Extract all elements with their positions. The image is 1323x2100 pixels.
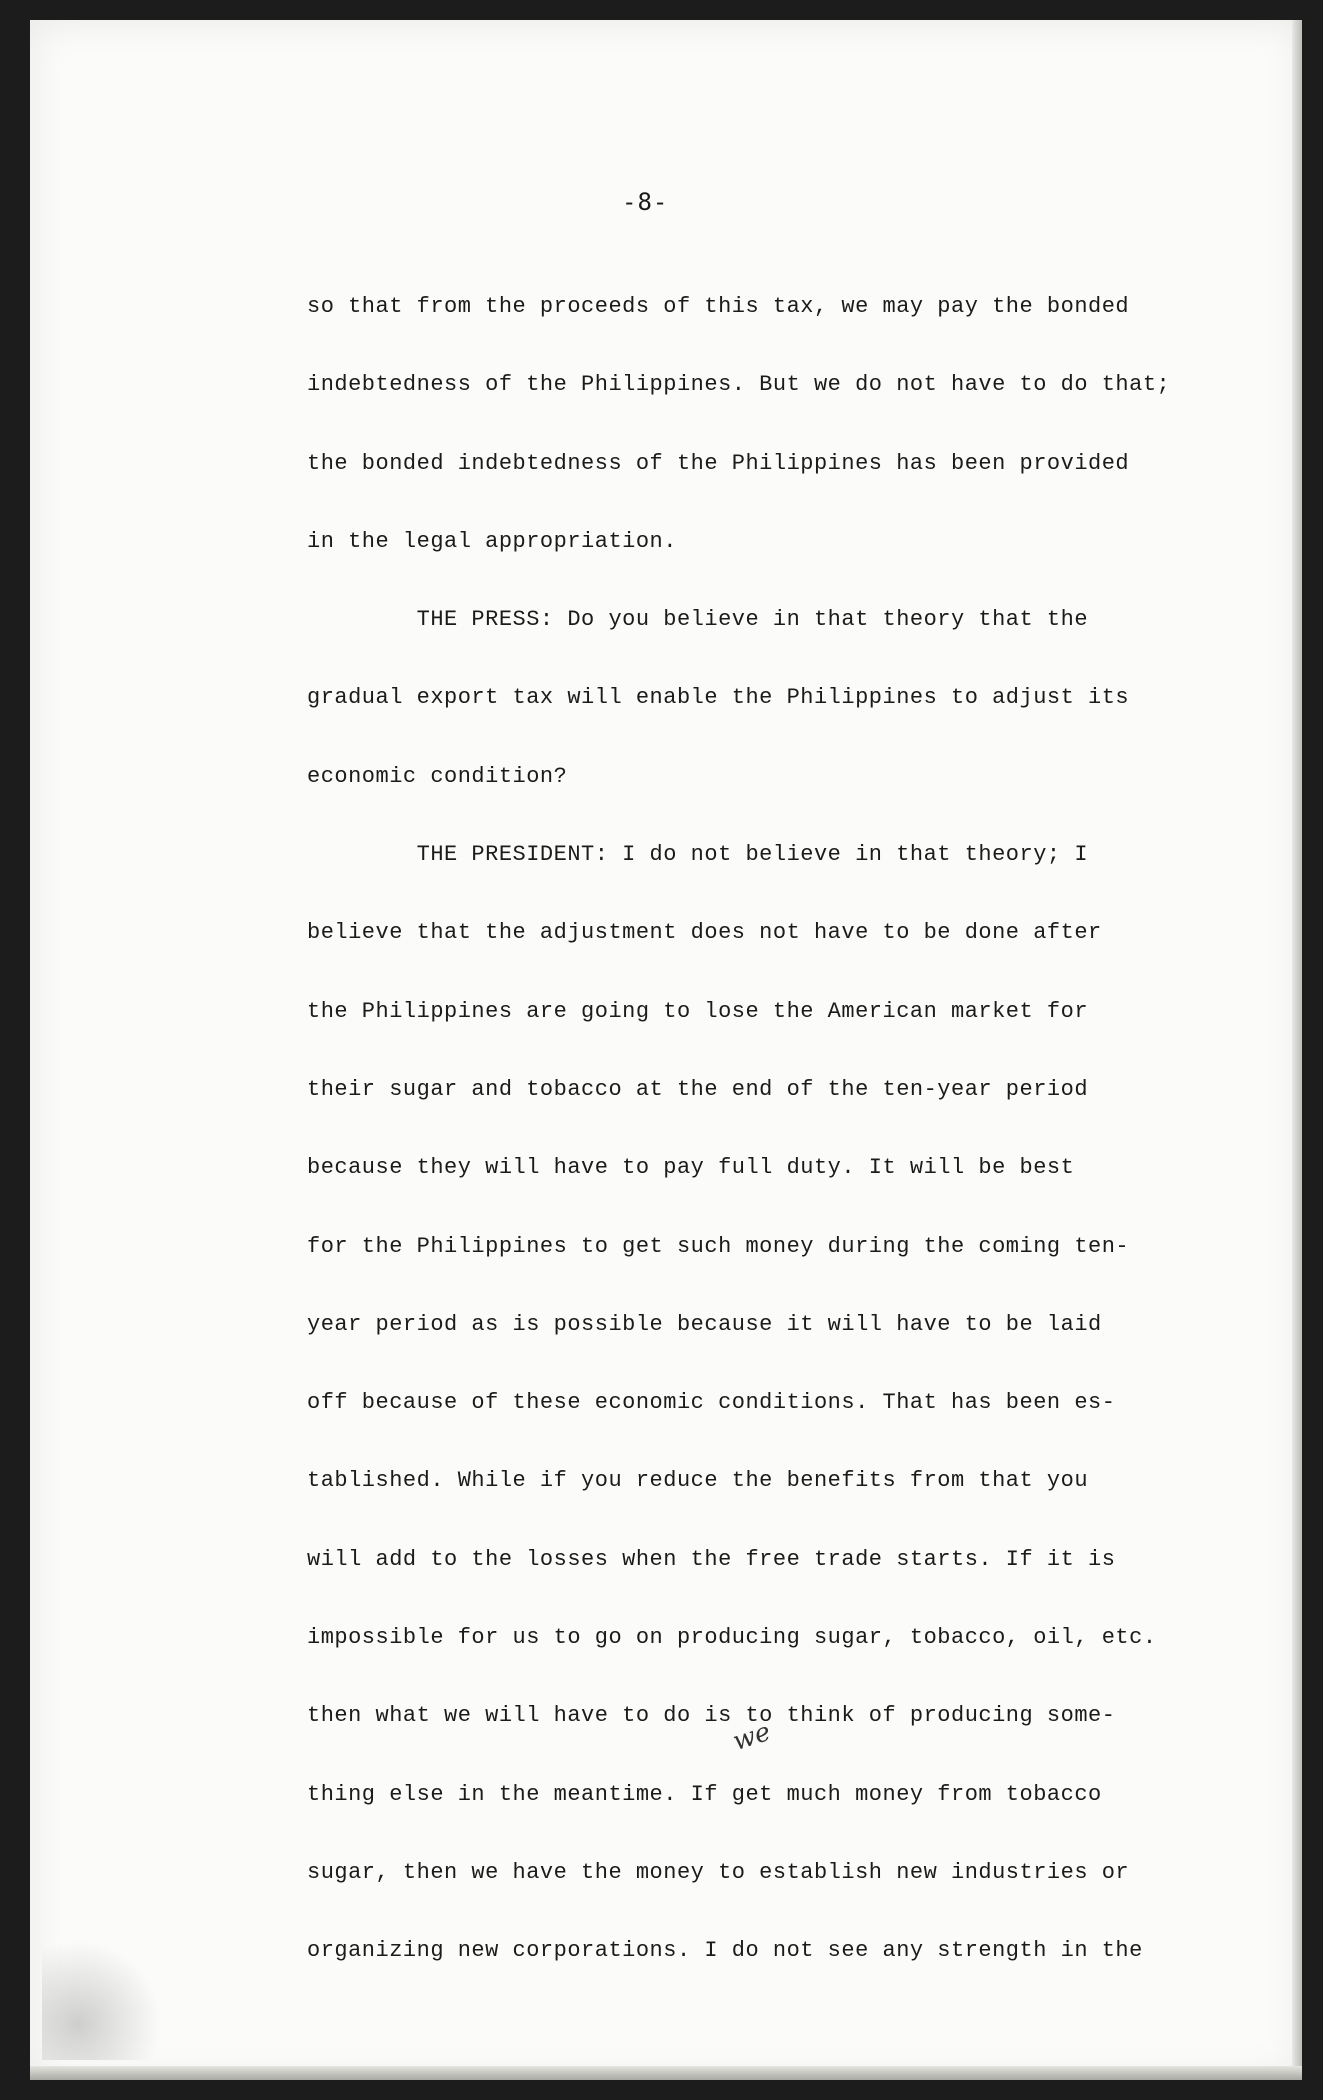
text-line: believe that the adjustment does not have to be done after xyxy=(307,920,1102,946)
text-line: THE PRESIDENT: I do not believe in that theory; I xyxy=(307,842,1089,868)
page-number: -8- xyxy=(622,188,669,216)
text-line: off because of these economic conditions. That has been es- xyxy=(307,1390,1116,1416)
text-line: the bonded indebtedness of the Philippines has been provided xyxy=(307,450,1130,476)
text-line: gradual export tax will enable the Philippines to adjust its xyxy=(307,685,1130,711)
text-line: year period as is possible because it will have to be laid xyxy=(307,1311,1102,1337)
text-line: sugar, then we have the money to establish new industries or xyxy=(307,1859,1130,1885)
text-line: economic condition? xyxy=(307,763,568,789)
text-line: impossible for us to go on producing sugar, tobacco, oil, etc. xyxy=(307,1625,1157,1651)
handwritten-annotation: we xyxy=(729,1716,775,1758)
text-line: their sugar and tobacco at the end of the ten-year period xyxy=(307,1076,1089,1102)
text-line: THE PRESS: Do you believe in that theory that the xyxy=(307,607,1089,633)
text-line: thing else in the meantime. If get much money from tobacco xyxy=(307,1781,1102,1807)
typewritten-body xyxy=(307,292,1187,2015)
text-line: indebtedness of the Philippines. But we do not have to do that; xyxy=(307,372,1171,398)
text-line: in the legal appropriation. xyxy=(307,528,677,554)
document-page xyxy=(30,20,1302,2080)
text-line: then what we will have to do is to think of producing some- xyxy=(307,1703,1116,1729)
text-line: tablished. While if you reduce the benefits from that you xyxy=(307,1468,1089,1494)
scan-smudge xyxy=(42,1940,162,2060)
page-edge-bottom xyxy=(30,2066,1302,2080)
text-line: the Philippines are going to lose the American market for xyxy=(307,998,1089,1024)
text-line: so that from the proceeds of this tax, we may pay the bonded xyxy=(307,294,1130,319)
page-edge-right xyxy=(1292,20,1302,2080)
text-line: because they will have to pay full duty. It will be best xyxy=(307,1155,1075,1181)
text-line: organizing new corporations. I do not see any strength in the xyxy=(307,1938,1143,1964)
text-line: for the Philippines to get such money during the coming ten- xyxy=(307,1233,1130,1259)
text-line: will add to the losses when the free trade starts. If it is xyxy=(307,1546,1116,1572)
